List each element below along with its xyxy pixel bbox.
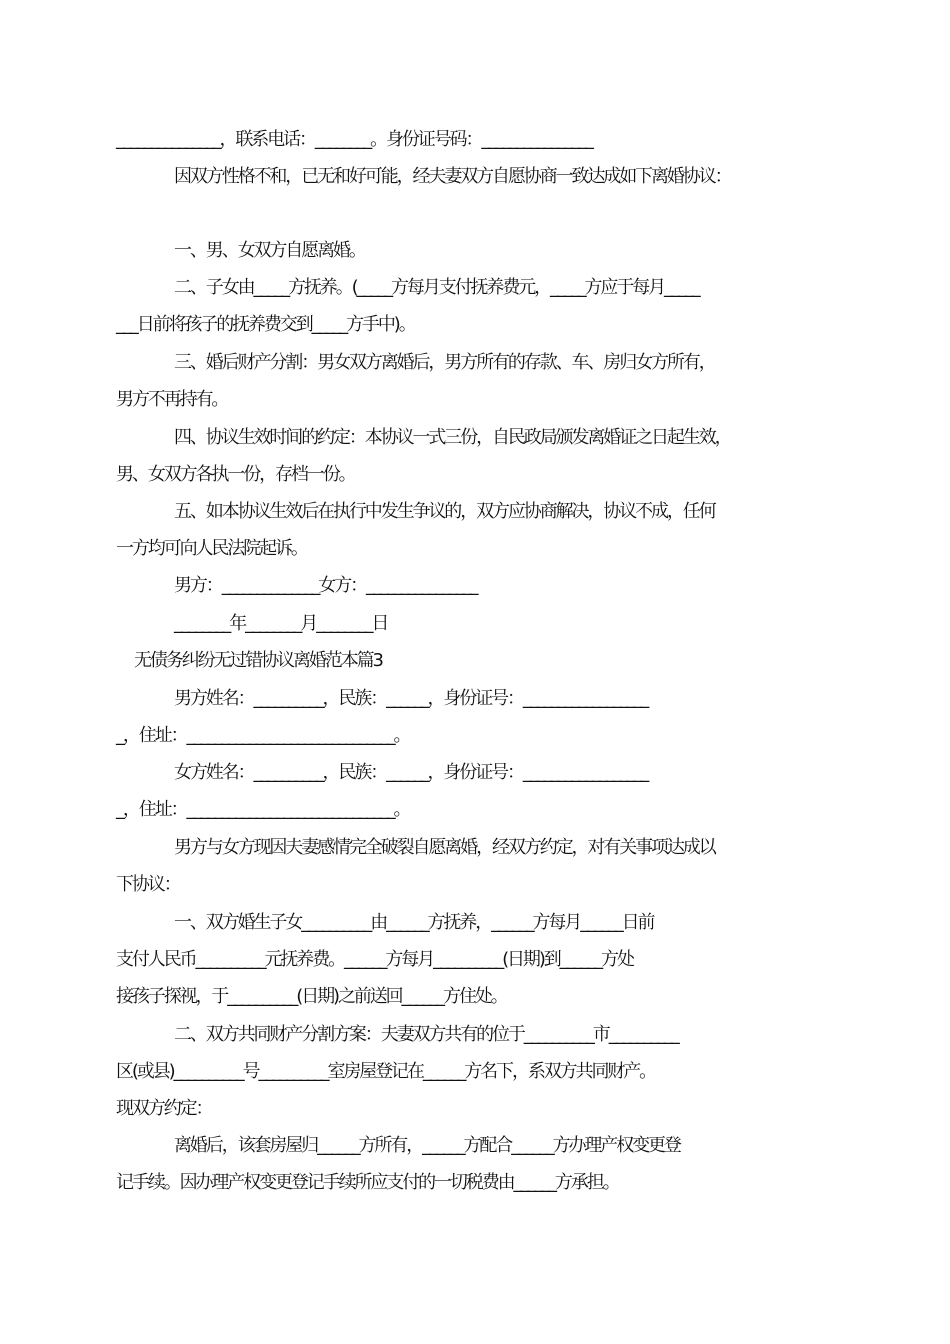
house-clause-line-2: 记手续。因办理产权变更登记手续所应支付的一切税费由______方承担。 xyxy=(116,1172,619,1193)
wife-info-line-1: 女方姓名：__________，民族：______，身份证号：__________________ xyxy=(174,762,648,783)
clause-2-line-1: 二、子女由_____方抚养。(_____方每月支付抚养费元，_____方应于每月_____ xyxy=(174,277,699,298)
clause-5-line-2: 一方均可向人民法院起诉。 xyxy=(116,538,307,559)
date-line: ________年________月________日 xyxy=(174,613,388,634)
husband-info-line-2: _，住址：______________________________。 xyxy=(116,725,410,746)
wife-info-line-2: _，住址：______________________________。 xyxy=(116,799,410,820)
property-clause-line-3: 现双方约定： xyxy=(116,1098,212,1119)
child-clause-line-1: 一、双方婚生子女__________由______方抚养，______方每月______日前 xyxy=(174,912,654,933)
contact-line: _______________，联系电话：________。身份证号码：________________ xyxy=(116,129,592,150)
property-clause-line-2: 区(或县)__________号__________室房屋登记在______方名下，系双方共同财产。 xyxy=(116,1061,656,1082)
agreement-intro-line-2: 下协议： xyxy=(116,874,180,895)
section-title: 无债务纠纷无过错协议离婚范本篇3 xyxy=(134,650,382,671)
house-clause-line-1: 离婚后，该套房屋归______方所有，______方配合______方办理产权变更登 xyxy=(174,1135,680,1156)
intro-paragraph: 因双方性格不和，已无和好可能，经夫妻双方自愿协商一致达成如下离婚协议： xyxy=(174,166,731,187)
child-clause-line-3: 接孩子探视，于__________(日期)之前送回______方住处。 xyxy=(116,986,507,1007)
clause-4-line-1: 四、协议生效时间的约定：本协议一式三份，自民政局颁发离婚证之日起生效， xyxy=(174,427,731,448)
clause-3-line-2: 男方不再持有。 xyxy=(116,389,228,410)
clause-2-line-2: ___日前将孩子的抚养费交到_____方手中)。 xyxy=(116,314,415,335)
clause-5-line-1: 五、如本协议生效后在执行中发生争议的，双方应协商解决，协议不成，任何 xyxy=(174,501,715,522)
clause-4-line-2: 男、女双方各执一份，存档一份。 xyxy=(116,464,355,485)
husband-info-line-1: 男方姓名：__________，民族：______，身份证号：__________________ xyxy=(174,688,648,709)
child-clause-line-2: 支付人民币__________元抚养费。______方每月__________(日期)到______方处 xyxy=(116,949,633,970)
signature-line: 男方：______________女方：________________ xyxy=(174,575,477,596)
property-clause-line-1: 二、双方共同财产分割方案：夫妻双方共有的位于__________市__________ xyxy=(174,1024,678,1045)
agreement-intro-line-1: 男方与女方现因夫妻感情完全破裂自愿离婚，经双方约定，对有关事项达成以 xyxy=(174,837,715,858)
clause-1: 一、男、女双方自愿离婚。 xyxy=(174,240,365,261)
clause-3-line-1: 三、婚后财产分割：男女双方离婚后，男方所有的存款、车、房归女方所有， xyxy=(174,352,715,373)
